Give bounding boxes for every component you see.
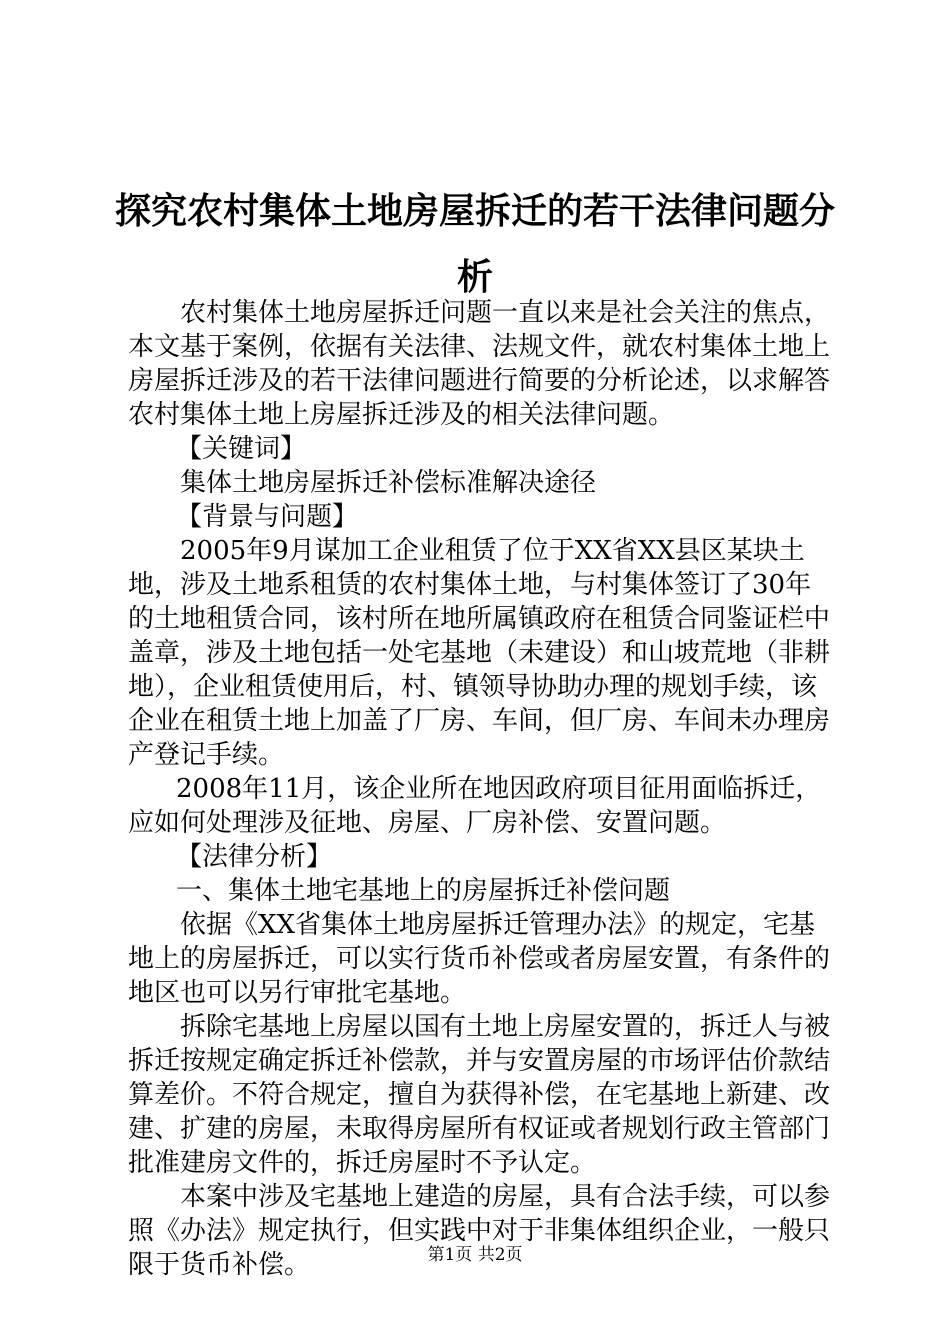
heading-background: 【背景与问题】 <box>176 502 359 532</box>
heading-section-1: 一、集体土地宅基地上的房屋拆迁补偿问题 <box>176 876 671 906</box>
paragraph-background: 2005年9月谋加工企业租赁了位于XX省XX县区某块土地，涉及土地系租赁的农村集体土地，与村集体签订了30年的土地租赁合同，该村所在地所属镇政府在租赁合同鉴证栏中盖章，涉及土地包括一处宅基地（未建设）和山坡荒地（非耕地），企业租赁使用后，村、镇领导协助办理的规划手续，该企业在租赁土地上加盖了厂房、车间，但厂房、车间未办理房产登记手续。 <box>128 536 831 770</box>
paragraph-case: 本案中涉及宅基地上建造的房屋，具有合法手续，可以参照《办法》规定执行，但实践中对于非集体组织企业，一般只限于货币补偿。 <box>128 1182 831 1280</box>
paragraph-relocation: 拆除宅基地上房屋以国有土地上房屋安置的，拆迁人与被拆迁按规定确定拆迁补偿款，并与安置房屋的市场评估价款结算差价。不符合规定，擅自为获得补偿，在宅基地上新建、改建、扩建的房屋，未取得房屋所有权证或者规划行政主管部门批准建房文件的，拆迁房屋时不予认定。 <box>128 1012 831 1178</box>
paragraph-regulation: 依据《XX省集体土地房屋拆迁管理办法》的规定，宅基地上的房屋拆迁，可以实行货币补偿或者房屋安置，有条件的地区也可以另行审批宅基地。 <box>128 910 831 1008</box>
document-body <box>128 296 834 1282</box>
paragraph-question: 2008年11月，该企业所在地因政府项目征用面临拆迁，应如何处理涉及征地、房屋、厂房补偿、安置问题。 <box>128 774 822 838</box>
paragraph-abstract: 农村集体土地房屋拆迁问题一直以来是社会关注的焦点，本文基于案例，依据有关法律、法规文件，就农村集体土地上房屋拆迁涉及的若干法律问题进行简要的分析论述，以求解答农村集体土地上房屋拆迁涉及的相关法律问题。 <box>128 298 831 430</box>
paragraph-keywords: 集体土地房屋拆迁补偿标准解决途径 <box>180 468 597 498</box>
heading-legal-analysis: 【法律分析】 <box>176 842 333 872</box>
document-title: 探究农村集体土地房屋拆迁的若干法律问题分析 <box>114 190 835 298</box>
page-footer: 第1页 共2页 <box>427 1245 523 1265</box>
heading-keywords: 【关键词】 <box>176 434 307 464</box>
